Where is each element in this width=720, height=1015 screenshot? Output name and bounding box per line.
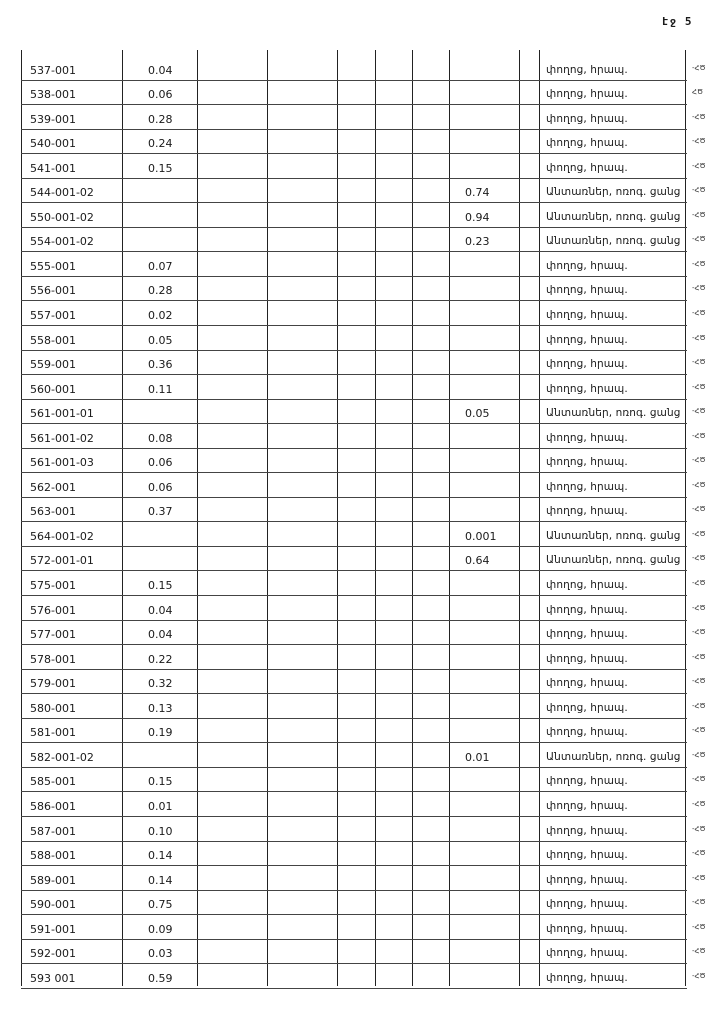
row-mark: -ՀԾ: [692, 849, 706, 858]
area-value-secondary: 0.001: [465, 529, 497, 543]
table-row: [21, 179, 706, 204]
parcel-code: 561-001-01: [30, 407, 94, 421]
row-mark: -ՀԾ: [692, 235, 706, 244]
parcel-code: 591-001: [30, 922, 76, 936]
land-use-description: փողոց, հրապ.: [546, 431, 628, 444]
area-value: 0.13: [148, 701, 173, 715]
row-mark: -ՀԾ: [692, 554, 706, 563]
land-use-description: Անտառներ, ոռոգ. ցանց: [546, 210, 681, 223]
row-mark: -ՀԾ: [692, 652, 706, 661]
land-use-description: փողոց, հրապ.: [546, 456, 628, 469]
land-use-description: փողոց, հրապ.: [546, 161, 628, 174]
parcel-code: 586-001: [30, 799, 76, 813]
row-mark: -ՀԾ: [692, 161, 706, 170]
table-row: [21, 694, 706, 719]
table-row: [21, 375, 706, 400]
row-mark: -ՀԾ: [692, 701, 706, 710]
parcel-code: 585-001: [30, 775, 76, 789]
land-use-description: փողոց, հրապ.: [546, 971, 628, 984]
area-value: 0.37: [148, 505, 173, 519]
parcel-code: 579-001: [30, 677, 76, 691]
area-value: 0.11: [148, 382, 173, 396]
row-mark: -ՀԾ: [692, 579, 706, 588]
row-mark: -ՀԾ: [692, 824, 706, 833]
area-value: 0.02: [148, 309, 173, 323]
row-mark: -ՀԾ: [692, 873, 706, 882]
parcel-code: 587-001: [30, 824, 76, 838]
area-value-secondary: 0.05: [465, 407, 490, 421]
land-use-description: փողոց, հրապ.: [546, 284, 628, 297]
row-mark: -ՀԾ: [692, 358, 706, 367]
parcel-code: 538-001: [30, 88, 76, 102]
area-value: 0.03: [148, 947, 173, 961]
row-mark: -ՀԾ: [692, 186, 706, 195]
land-use-description: Անտառներ, ոռոգ. ցանց: [546, 554, 681, 567]
row-mark: -ՀԾ: [692, 922, 706, 931]
area-value-secondary: 0.94: [465, 210, 490, 224]
land-use-description: փողոց, հրապ.: [546, 333, 628, 346]
land-use-description: փողոց, հրապ.: [546, 382, 628, 395]
land-use-description: փողոց, հրապ.: [546, 775, 628, 788]
area-value: 0.14: [148, 849, 173, 863]
area-value: 0.07: [148, 259, 173, 273]
area-value: 0.24: [148, 137, 173, 151]
parcel-code: 557-001: [30, 309, 76, 323]
land-use-description: Անտառներ, ոռոգ. ցանց: [546, 529, 681, 542]
parcel-code: 539-001: [30, 112, 76, 126]
table-row: [21, 522, 706, 547]
row-mark: -ՀԾ: [692, 259, 706, 268]
table-body: [21, 56, 706, 989]
row-mark: -ՀԾ: [692, 505, 706, 514]
parcel-code: 560-001: [30, 382, 76, 396]
table-row: [21, 203, 706, 228]
parcel-code: 581-001: [30, 726, 76, 740]
row-mark: -ՀԾ: [692, 333, 706, 342]
row-mark: -ՀԾ: [692, 112, 706, 121]
area-value: 0.09: [148, 922, 173, 936]
area-value: 0.14: [148, 873, 173, 887]
land-use-description: փողոց, հրապ.: [546, 88, 628, 101]
land-use-description: Անտառներ, ոռոգ. ցանց: [546, 407, 681, 420]
parcel-code: 582-001-02: [30, 750, 94, 764]
table-row: [21, 498, 706, 523]
land-use-description: փողոց, հրապ.: [546, 922, 628, 935]
row-mark: -ՀԾ: [692, 309, 706, 318]
area-value-secondary: 0.23: [465, 235, 490, 249]
parcel-code: 592-001: [30, 947, 76, 961]
table-row: [21, 645, 706, 670]
parcel-code: 537-001: [30, 63, 76, 77]
land-use-description: Անտառներ, ոռոգ. ցանց: [546, 235, 681, 248]
parcel-code: 540-001: [30, 137, 76, 151]
table-row: [21, 228, 706, 253]
table-row: [21, 792, 706, 817]
area-value: 0.36: [148, 358, 173, 372]
land-use-description: փողոց, հրապ.: [546, 137, 628, 150]
row-mark: -ՀԾ: [692, 407, 706, 416]
area-value: 0.04: [148, 603, 173, 617]
area-value: 0.75: [148, 898, 173, 912]
page-number: էջ 5: [662, 15, 693, 28]
parcel-code: 554-001-02: [30, 235, 94, 249]
row-mark: -ՀԾ: [692, 971, 706, 980]
row-mark: -ՀԾ: [692, 603, 706, 612]
area-value: 0.10: [148, 824, 173, 838]
table-row: [21, 817, 706, 842]
table-row: [21, 351, 706, 376]
land-use-description: փողոց, հրապ.: [546, 309, 628, 322]
land-use-description: փողոց, հրապ.: [546, 849, 628, 862]
row-mark: -ՀԾ: [692, 628, 706, 637]
table-row: [21, 56, 706, 81]
area-value-secondary: 0.74: [465, 186, 490, 200]
area-value-secondary: 0.01: [465, 750, 490, 764]
parcel-code: 561-001-03: [30, 456, 94, 470]
table-row: [21, 424, 706, 449]
area-value: 0.04: [148, 63, 173, 77]
land-use-description: փողոց, հրապ.: [546, 824, 628, 837]
land-use-description: փողոց, հրապ.: [546, 947, 628, 960]
row-mark: -ՀԾ: [692, 480, 706, 489]
row-mark: -ՀԾ: [692, 898, 706, 907]
row-mark: -ՀԾ: [692, 210, 706, 219]
area-value: 0.08: [148, 431, 173, 445]
parcel-code: 572-001-01: [30, 554, 94, 568]
table-row: [21, 768, 706, 793]
land-use-description: փողոց, հրապ.: [546, 677, 628, 690]
row-mark: -ՀԾ: [692, 677, 706, 686]
land-use-description: փողոց, հրապ.: [546, 480, 628, 493]
parcel-code: 555-001: [30, 259, 76, 273]
table-row: [21, 596, 706, 621]
land-use-description: փողոց, հրապ.: [546, 726, 628, 739]
row-mark: -ՀԾ: [692, 726, 706, 735]
row-mark: -ՀԾ: [692, 775, 706, 784]
land-use-description: փողոց, հրապ.: [546, 603, 628, 616]
parcel-code: 580-001: [30, 701, 76, 715]
land-use-description: փողոց, հրապ.: [546, 799, 628, 812]
land-use-description: փողոց, հրապ.: [546, 63, 628, 76]
area-value: 0.19: [148, 726, 173, 740]
table-row: [21, 277, 706, 302]
land-use-description: փողոց, հրապ.: [546, 358, 628, 371]
table-row: [21, 547, 706, 572]
row-mark: -ՀԾ: [692, 750, 706, 759]
parcel-code: 541-001: [30, 161, 76, 175]
parcel-code: 589-001: [30, 873, 76, 887]
table-row: [21, 940, 706, 965]
table-row: [21, 670, 706, 695]
area-value: 0.06: [148, 456, 173, 470]
table-row: [21, 621, 706, 646]
table-row: [21, 964, 706, 989]
row-mark: -ՀԾ: [692, 137, 706, 146]
parcel-code: 588-001: [30, 849, 76, 863]
row-mark: -ՀԾ: [692, 284, 706, 293]
area-value: 0.28: [148, 284, 173, 298]
parcel-code: 564-001-02: [30, 529, 94, 543]
land-use-description: փողոց, հրապ.: [546, 579, 628, 592]
land-use-description: փողոց, հրապ.: [546, 259, 628, 272]
table-row: [21, 743, 706, 768]
row-mark: -ՀԾ: [692, 799, 706, 808]
parcel-code: 575-001: [30, 579, 76, 593]
parcel-code: 559-001: [30, 358, 76, 372]
table-row: [21, 719, 706, 744]
area-value: 0.06: [148, 88, 173, 102]
area-value: 0.22: [148, 652, 173, 666]
table-row: [21, 81, 704, 106]
row-divider: [21, 988, 687, 989]
area-value: 0.59: [148, 971, 173, 985]
land-use-description: Անտառներ, ոռոգ. ցանց: [546, 186, 681, 199]
land-use-description: փողոց, հրապ.: [546, 701, 628, 714]
table-row: [21, 449, 706, 474]
table-row: [21, 842, 706, 867]
area-value: 0.15: [148, 579, 173, 593]
table-row: [21, 400, 706, 425]
parcel-code: 558-001: [30, 333, 76, 347]
row-mark: -ՀԾ: [692, 456, 706, 465]
parcel-code: 578-001: [30, 652, 76, 666]
table-row: [21, 473, 706, 498]
land-use-description: փողոց, հրապ.: [546, 505, 628, 518]
row-mark: -ՀԾ: [692, 382, 706, 391]
area-value-secondary: 0.64: [465, 554, 490, 568]
area-value: 0.06: [148, 480, 173, 494]
table-row: [21, 301, 706, 326]
area-value: 0.28: [148, 112, 173, 126]
table-row: [21, 571, 706, 596]
parcel-code: 563-001: [30, 505, 76, 519]
parcel-code: 593 001: [30, 971, 76, 985]
row-mark: ՀԾ: [692, 88, 704, 97]
table-row: [21, 105, 706, 130]
parcel-code: 561-001-02: [30, 431, 94, 445]
parcel-code: 550-001-02: [30, 210, 94, 224]
area-value: 0.32: [148, 677, 173, 691]
table-row: [21, 154, 706, 179]
land-use-description: փողոց, հրապ.: [546, 628, 628, 641]
table-row: [21, 915, 706, 940]
area-value: 0.15: [148, 161, 173, 175]
row-mark: -ՀԾ: [692, 947, 706, 956]
area-value: 0.05: [148, 333, 173, 347]
area-value: 0.01: [148, 799, 173, 813]
row-mark: -ՀԾ: [692, 431, 706, 440]
table-row: [21, 866, 706, 891]
parcel-code: 590-001: [30, 898, 76, 912]
table-row: [21, 326, 706, 351]
table-row: [21, 891, 706, 916]
row-mark: -ՀԾ: [692, 63, 706, 72]
parcel-code: 577-001: [30, 628, 76, 642]
parcel-code: 576-001: [30, 603, 76, 617]
land-use-description: փողոց, հրապ.: [546, 112, 628, 125]
parcel-code: 556-001: [30, 284, 76, 298]
parcel-code: 562-001: [30, 480, 76, 494]
land-register-table: [21, 50, 706, 986]
land-use-description: փողոց, հրապ.: [546, 873, 628, 886]
row-mark: -ՀԾ: [692, 529, 706, 538]
table-row: [21, 130, 706, 155]
area-value: 0.04: [148, 628, 173, 642]
parcel-code: 544-001-02: [30, 186, 94, 200]
area-value: 0.15: [148, 775, 173, 789]
land-use-description: փողոց, հրապ.: [546, 652, 628, 665]
land-use-description: Անտառներ, ոռոգ. ցանց: [546, 750, 681, 763]
table-row: [21, 252, 706, 277]
land-use-description: փողոց, հրապ.: [546, 898, 628, 911]
